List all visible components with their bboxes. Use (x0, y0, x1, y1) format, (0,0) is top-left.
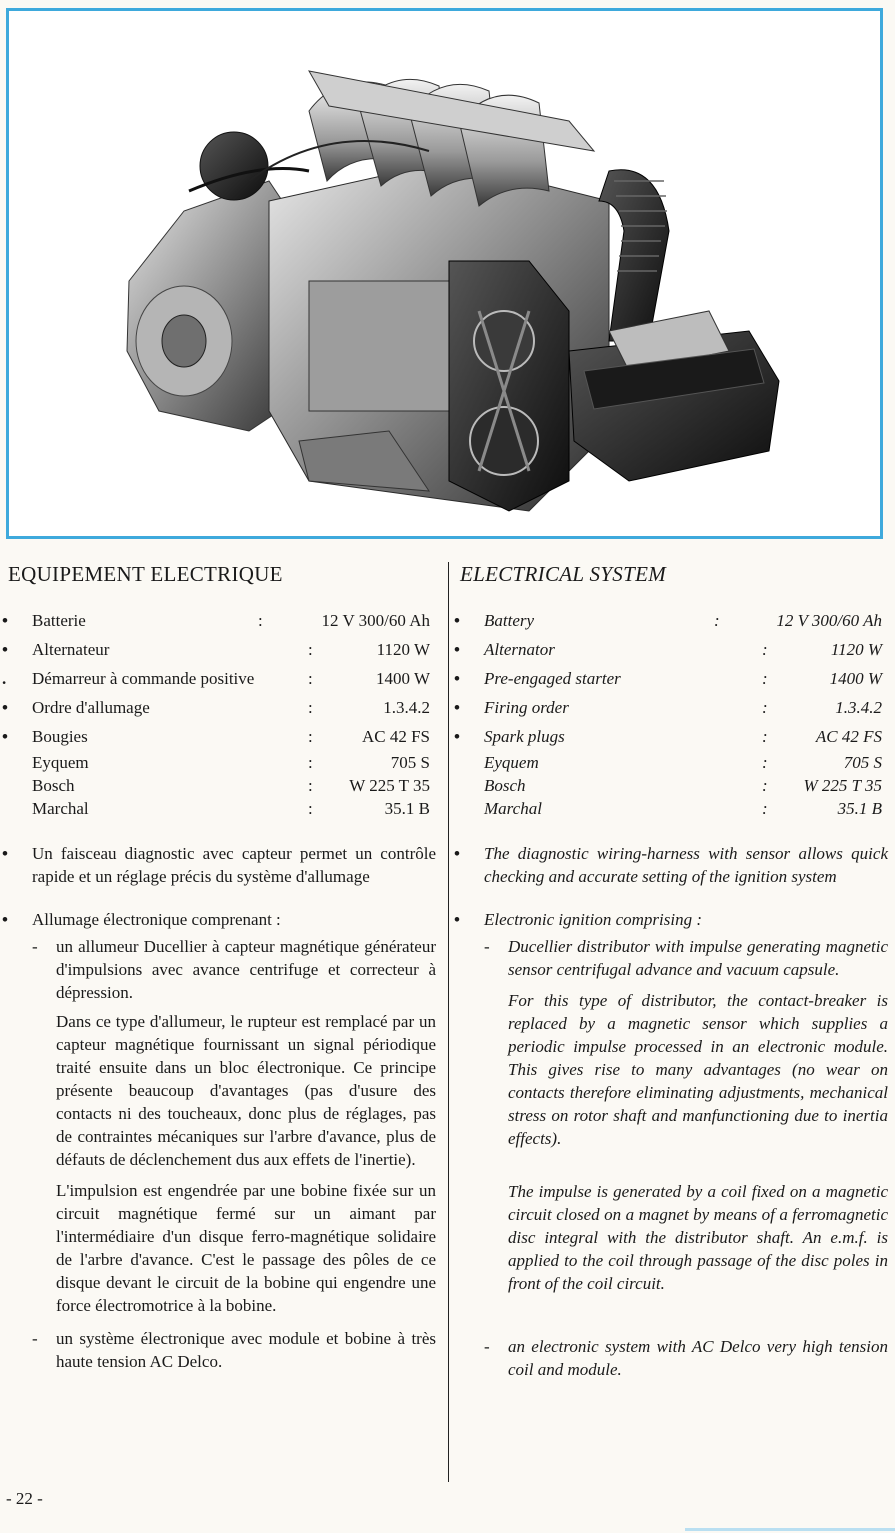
dash: - (32, 1329, 38, 1348)
spec-value: 35.1 B (837, 799, 882, 818)
ignition-item-2 (460, 1335, 888, 1381)
bullet: • (454, 669, 460, 688)
spec-colon: : (308, 669, 313, 688)
bullet: • (2, 727, 8, 746)
spec-row (454, 606, 888, 635)
spec-value: 705 S (843, 753, 882, 772)
spec-label: Bougies (32, 727, 88, 746)
spec-value: W 225 T 35 (803, 776, 882, 795)
spec-colon: : (762, 799, 768, 818)
bullet: • (454, 640, 460, 659)
bullet: • (454, 611, 460, 630)
spec-label: Eyquem (32, 753, 89, 772)
spec-colon: : (762, 640, 768, 659)
spec-colon: : (762, 753, 768, 772)
ignition-item-1-text: Ducellier distributor with impulse generating magnetic sensor centrifugal advance and vacuum capsule. (508, 937, 888, 979)
distributor-paragraph: Dans ce type d'allumeur, le rupteur est remplacé par un capteur magnétique fournissant un signal périodique traité ensuite dans un bloc électronique. Ce principe présente beaucoup d'avantages (pas d'usure des contacts ni des toucheaux, donc plus de réglages, pas de contraintes mécaniques sur l'arbre d'avance, plus de défauts de déclenchement dus aux effets de l'inertie). (56, 1012, 436, 1169)
spec-colon: : (308, 698, 313, 717)
dash: - (32, 937, 38, 956)
spec-row (2, 606, 436, 635)
spec-label: Spark plugs (484, 727, 565, 746)
french-column (2, 560, 436, 1373)
spec-label: Alternateur (32, 640, 110, 659)
spec-label: Marchal (484, 799, 542, 818)
spec-value: 705 S (390, 753, 430, 772)
ignition-intro-text: Electronic ignition comprising : (484, 910, 702, 929)
bullet: • (2, 640, 8, 659)
ignition-item-2 (8, 1327, 436, 1373)
french-title: EQUIPEMENT ELECTRIQUE (8, 562, 283, 586)
dash: - (484, 1337, 490, 1356)
spec-row (8, 797, 436, 820)
bullet: • (2, 844, 8, 863)
spec-value: 12 V 300/60 Ah (321, 611, 430, 630)
spec-value: 35.1 B (384, 799, 430, 818)
bottom-accent-line (685, 1528, 895, 1531)
spec-label: Démarreur à commande positive (32, 669, 255, 688)
english-title: ELECTRICAL SYSTEM (460, 562, 667, 586)
spec-label: Eyquem (484, 753, 539, 772)
spec-value: 1.3.4.2 (835, 698, 882, 717)
spec-row (2, 664, 436, 693)
spec-label: Bosch (484, 776, 526, 795)
page-number: - 22 - (6, 1489, 43, 1508)
spec-value: AC 42 FS (815, 727, 882, 746)
bullet: • (454, 698, 460, 717)
spec-row (454, 722, 888, 751)
ignition-intro (454, 908, 888, 931)
ignition-intro (2, 908, 436, 931)
spec-label: Bosch (32, 776, 75, 795)
ignition-intro-text: Allumage électronique comprenant : (32, 910, 281, 929)
ignition-item-1 (460, 935, 888, 981)
spec-value: 1120 W (830, 640, 882, 659)
ignition-item-2-text: an electronic system with AC Delco very high tension coil and module. (508, 1337, 888, 1379)
spec-row (460, 751, 888, 774)
spec-row (8, 751, 436, 774)
spec-label: Alternator (484, 640, 555, 659)
spec-label: Battery (484, 611, 535, 630)
column-divider (448, 562, 449, 1482)
bullet: • (454, 844, 460, 863)
bullet: • (454, 910, 460, 929)
spec-colon: : (762, 669, 768, 688)
ignition-item-2-text: un système électronique avec module et bobine à très haute tension AC Delco. (56, 1329, 436, 1371)
bullet: • (2, 611, 8, 630)
ignition-item-1-text: un allumeur Ducellier à capteur magnétique générateur d'impulsions avec avance centrifuge et correcteur à dépression. (56, 937, 436, 1002)
spec-row (2, 722, 436, 751)
spec-row (2, 693, 436, 722)
english-spec-list (454, 606, 888, 820)
spec-label: Ordre d'allumage (32, 698, 150, 717)
bullet: • (2, 910, 8, 929)
spec-value: 1400 W (829, 669, 882, 688)
spec-row (454, 664, 888, 693)
diagnostic-paragraph (454, 842, 888, 888)
spec-colon: : (258, 611, 263, 630)
engine-illustration (9, 11, 880, 536)
spec-colon: : (714, 611, 720, 630)
spec-colon: : (308, 776, 313, 795)
spec-value: 1.3.4.2 (383, 698, 430, 717)
bullet: • (2, 698, 8, 717)
diagnostic-text: Un faisceau diagnostic avec capteur permet un contrôle rapide et un réglage précis du système d'allumage (32, 844, 436, 886)
spec-label: Batterie (32, 611, 86, 630)
impulse-paragraph: L'impulsion est engendrée par une bobine fixée sur un circuit magnétique fermé sur un aimant par l'intermédiaire d'un disque ferro-magnétique solidaire de l'arbre d'avance. C'est le passage des pôles de ce disque devant le circuit de la bobine qui engendre une force électromotrice à la bobine. (56, 1181, 436, 1315)
spec-colon: : (762, 727, 768, 746)
spec-value: 12 V 300/60 Ah (776, 611, 882, 630)
spec-row (454, 635, 888, 664)
spec-value: 1400 W (376, 669, 430, 688)
spec-row (460, 774, 888, 797)
spec-label: Pre-engaged starter (484, 669, 621, 688)
bullet: . (2, 669, 7, 688)
spec-colon: : (308, 727, 313, 746)
impulse-paragraph: The impulse is generated by a coil fixed on a magnetic circuit closed on a magnet by means of a ferromagnetic disc integral with the distributor shaft. An e.m.f. is applied to the coil through passage of the disc poles in front of the coil circuit. (508, 1182, 888, 1293)
spec-colon: : (762, 698, 768, 717)
spec-row (454, 693, 888, 722)
spec-label: Firing order (484, 698, 569, 717)
spec-row (8, 774, 436, 797)
ignition-item-1 (8, 935, 436, 1004)
diagnostic-paragraph (2, 842, 436, 888)
spec-value: 1120 W (376, 640, 430, 659)
bullet: • (454, 727, 460, 746)
spec-label: Marchal (32, 799, 89, 818)
spec-colon: : (308, 753, 313, 772)
engine-photo (6, 8, 883, 539)
dash: - (484, 937, 490, 956)
spec-value: AC 42 FS (361, 727, 430, 746)
distributor-paragraph: For this type of distributor, the contact-breaker is replaced by a magnetic sensor which supplies a periodic impulse processed in an electronic module. This gives rise to many advantages (no wear on contacts therefore eliminating adjustments, mechanical stress on rotor shaft and manfunctioning due to inertia effects). (508, 991, 888, 1148)
english-column (454, 560, 888, 1381)
french-spec-list (2, 606, 436, 820)
spec-colon: : (308, 640, 313, 659)
spec-value: W 225 T 35 (349, 776, 430, 795)
spec-colon: : (762, 776, 768, 795)
spec-row (2, 635, 436, 664)
spec-colon: : (308, 799, 313, 818)
diagnostic-text: The diagnostic wiring-harness with sensor allows quick checking and accurate setting of the ignition system (484, 844, 888, 886)
spec-row (460, 797, 888, 820)
